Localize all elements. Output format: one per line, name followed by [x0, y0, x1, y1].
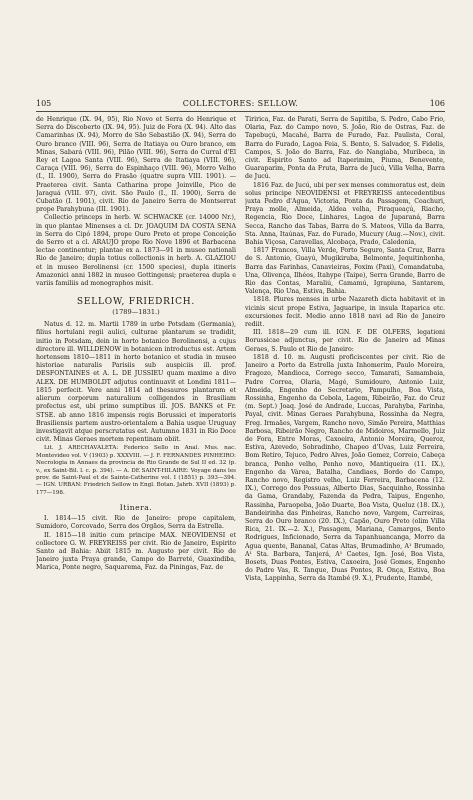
header-rule [36, 111, 445, 112]
itinera-paragraph: Tiririca, Faz. de Parati, Serra de Sapitiba, S. Pedro, Cabo Frio, Olaria, Faz. do Campo novo, S. João, Rio de Ostras, Faz. de Tapebuçú, Macahé, Barra de Furado, Faz. Paulista, Coral, Barra do Furado, Lagoa Feia, S. Bento, S. Salvador, S. Fidelis, Campos, S. João do Barra, Faz. do Nangiaba, Muribeca, in civit. Espirito Santo ad Itaperimim, Piuma, Benevente, Guaraparim, Ponta da Fruta, Barra de Jucú, Villa Velha, Barra de Jucú. [245, 116, 445, 181]
intro-paragraph: Collectio princeps in herb. W. SCHWACKE (cr. 14000 Nr.), in quo plantae Minenses a cl. Dr. JOAQUIM DA COSTA SENA in Serra do Cipó 1894, prope Ouro Preto et prope Conceição de Serro et a cl. ARAUJO prope Rio Nove 1896 et Barbacena lectae continentur; plantae ex a. 1873—91 in museo nationali Rio de Janeiro; dupla totius collectionis in herb. A. GLAZIOU et in museo Berolinensi (cr. 1500 species), dupla itineris Amazonici anni 1882 in museo Gottingensi; praeterea dupla e variis familiis ad monographos misit. [36, 214, 236, 288]
itinera-paragraph: III. 1818—29 cum ill. IGN. F. DE OLFERS, legationi Borussicae adjunctus, per civit. Rio de Janeiro ad Minas Geraes, S. Paulo et Rio de Janeiro: [245, 329, 445, 353]
literature-references [36, 445, 236, 497]
itinera-paragraph: 1818 d. 10. m. Augusti proficiscentes per civit. Rio de Janeiro a Porto da Estrella juxta Inhomerim, Paulo Moreira, Fragozo, Mandioca, Corrego secco, Tamarati, Samambaia, Padre Correa, Olaria, Magé, Sumidouro, Antonio Luiz, Almeida, Engenho do Secretario, Pampulho, Boa Vista, Rossinha, Engenho da Cebola, Lagem, Ribeirão, Faz. do Cruz (m. Sept.) Joaq. José de Andrade, Luccas, Parahyba, Farinha, Payal, civit. Minas Geraes Parahybuna, Rossinha da Negra, Freg. Irmaães, Vargem, Rancho novo, Simão Pereira, Matthias Barbosa, Ribeirão Negro, Rancho de Midoiros, Marmello, Juiz de Fora, Entre Moras, Caxoeira, Antonio Moreira, Queroz, Estiva, Azevedo, Sobradinho, Chapeo d'Uvas, Luiz Ferreira, Bom Retiro, Tejuco, Pedro Alves, João Gomez, Correio, Cabeça branca, Penho velho, Penho novo, Mantiqueira (11. IX.), Engenho da Várea, Batalha, Candiaes, Bordo do Campo, Rancho novo, Registro velho, Luiz Ferreira, Barbacena (12. IX.), Corrego dos Possuas, Alberto Dias, Sacquinho, Rossinha da Gama, Grandaby, Fazenda da Pedra, Taipus, Engenho, Rassinha, Paraopeba, João Duarte, Boa Vista, Queluz (18. IX.), Bandeirinha das Pinheiras, Rancho novo, Vargem, Carreiras, Serra do Ouro branco (20. IX.), Capão, Ouro Preto (olim Villa Rica, 21. IX.—2. X.), Passagem, Mariana, Camargos, Bento Rodrigues, Inficionado, Serra da Tapanhuancanga, Morro da Agua quente, Bananal, Catas Altas, Brumadinho, A¹ Brumado, A¹ Sta. Barbara, Tanjerá, A¹ Caetes, Ign. José, Boa Vista, Bosets, Duas Pontes, Estiva, Caxoeira, José Gomes, Engenho do Padre Vas, R. Tanque, Duas Pontes, R. Onça, Estiva, Boa Vista, Lappinha, Serra da Itambé (9. X.), Prudente, Itambé, [245, 353, 445, 583]
page-number-right: 106 [429, 99, 445, 108]
biography-paragraph: Natus d. 12. m. Martii 1789 in urbe Potsdam (Germania), filius hortulani regii aulici, culturae plantarum se tradidit, initio in Potsdam, dein in horto botanico Berolinensi, a cujus directore ill. WILLDENOW in botanicen introductus est. Artem hortensem 1810—1811 in horto botanico et studia in museo historiae naturalis Parisiis sub auspiciis ill. prof. DESFONTAINES et A. L. DE JUSSIEU quam maxime a divo ALEX. DE HUMBOLDT adjutus continuavit et Londini 1811—1815 perfecit. Vere anni 1814 ad thesauros plantarum et alierum corporum naturalium colligendos in Brasiliam profectus est, ubi primo sumptibus ill. JOS. BANKS et Fr. STSE. ab anno 1816 impensis regis Borussici et imperatoris Brasiliensis partem austro-orientalem a Bahia usque Uruguay investigavit atque perscrutatus est. Autumno 1831 in Rio Doce civit. Minas Geraes mortem repentinam obiit. [36, 321, 236, 444]
itinera-paragraph: 1818. Plures menses in urbe Nazareth dicta habitavit et in vicinis sicut prope Estiva, Jaguaripe, in insula Itaparica etc. excursiones fecit. Medio anno 1818 navi ad Rio de Janeiro rediit. [245, 296, 445, 329]
section-title: SELLOW, FRIEDRICH. [76, 297, 196, 308]
left-column [36, 116, 236, 786]
itinera-paragraph: I. 1814—15 civit. Rio de Janeiro: prope capitalem, Sumidoro, Corcovado, Serra dos Orgãos, Serra da Estrella. [36, 515, 236, 531]
running-header [36, 98, 445, 110]
running-title: COLLECTORES: SELLOW. [182, 99, 299, 108]
section-dates: (1789—1831.) [112, 308, 160, 317]
right-column [245, 116, 445, 786]
itinera-paragraph: II. 1815—18 initio cum principe MAX. NEOVIDENSI et collectore G. W. FREYREISS per civit. Rio de Janeiro, Espirito Santo ad Bahia: Abiit 1815 m. Augusto per civit. Rio de Janeiro juxta Praya grande, Campo do Barreté, Guaxindiba, Marica, Ponte negro, Saquarema, Faz. da Piningas, Faz. de [36, 531, 236, 572]
intro-paragraph: de Henrique (IX. 94, 95), Rio Novo et Serra do Henrique et Serra do Discoberto (IX. 94, 95). Juiz de Fora (X. 94). Alto das Camarinhas (X. 94), Morro de São Sebastião (X. 94), Serra do Ouro branco (VIII. 96), Serra de Itatiaya ou Ouro branco, em Minas, Sabará (VIII. 96), Pilão (VIII. 96), Serra do Curral d'El Rey et Lagoa Santa (VIII. 96), Serra de Itatiaya (VIII. 96), Caraça (VIII. 96), Serra do Espinhaço (VIII. 96), Morro Velho (I., II. 1900), Serra do Frasão (quatre supra VIII. 1901). — Praeterea civit. Santa Catharina prope Joinville, Pico de Jaraguá (VIII. 97), civit. São Paulo (I., II. 1900), Serra de Cubatão (I. 1901), civit. Rio de Janeiro Serra de Montserrat prope Parahybuna (III. 1901). [36, 116, 236, 214]
page-number-left: 105 [36, 99, 52, 108]
itinera-heading: Itinera. [119, 503, 153, 513]
itinera-paragraph: 1817 Francos, Villa Verde, Porto Seguro, Santa Cruz, Barra de S. Antonio, Guayú, Mugikiruba, Belmonte, Jequitinhonha, Barra das Farinhas, Canavieiras, Foxim (Paxi), Comandatuba, Una, Olivença, Ilhéos, Itahype (Taipe), Serra Grande, Barro de Rio das Contas, Maraliú, Camamú, Igrapiuna, Santarem, Valença, Rio Una, Estiva, Bahia. [245, 247, 445, 296]
itinera-paragraph: 1816 Faz. de Jucú, ubi per sex menses commoratus est, dein solus principe NEOVIDENSI et FREYREISS antecedentibus juxta Pedro d'Agua, Victoria, Ponta da Passagem, Coachuri, Praya molle, Almeida, Aldea velha, Piraqueaçú, Riacho, Regencia, Rio Doce, Linhares, Lagoa de Juparaná, Barra Secca, Rancho das Tabas, Barra do S. Mateos, Villa da Barra, Sta. Anna, Itaúnas, Faz. do Furado, Mucury (Aug.—Nov.), civit. Bahia Viçosa, Caravellas, Alcobaça, Prado, Caledonia, [245, 181, 445, 247]
reference-paragraph: Lit. J. ARECHAVALETA: Federico Sello in Anal. Mus. nac. Montevideo vol. V (1903) p. XXXVIII. — J. F. FERNANDES PINHEIRO: Necrologia in Annaes da provincia de Rio Grande de Sul II ed. 32 (p. v., ex Saint-Bil. l. c. p. 394). — A. DE SAINT-HILAIRE: Voyage dans les prov. de Saint-Paul et de Sainte-Catherine vol. I (1851) p. 393—394. — IGN. URBAN: Friedrich Sellow in Engl. Botan. Jahrb. XVII (1893) p. 177—198. [36, 445, 236, 496]
